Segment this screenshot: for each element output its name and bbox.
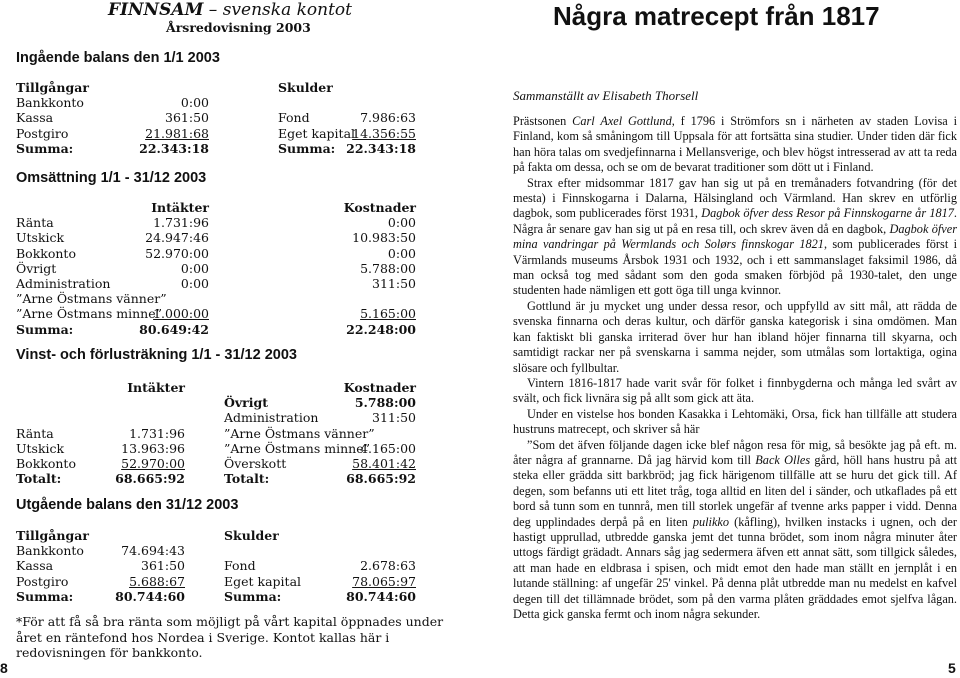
turnover-costs: 10.983:50 — [352, 230, 416, 246]
article-paragraph: Under en vistelse hos bonden Kasakka i Lehtomäki, Orsa, fick han tillfälle att studera hustruns matrecept, och skriver så här — [513, 406, 957, 437]
turnover-income: 24.947:46 — [145, 230, 209, 246]
pl-cost-total-label: Totalt: — [224, 471, 270, 487]
left-header — [108, 0, 352, 20]
asset-value: 21.981:68 — [145, 125, 209, 141]
liability-value: 14.356:55 — [352, 125, 416, 141]
pl-cost-label: Övrigt — [224, 395, 269, 411]
pl-income-value: 1.731:96 — [129, 425, 185, 441]
opening-balance-heading: Ingående balans den 1/1 2003 — [16, 50, 220, 66]
closing-liability-label: Eget kapital — [224, 573, 302, 589]
closing-liability-label: Fond — [224, 558, 256, 574]
turnover-income: 0:00 — [180, 260, 209, 276]
turnover-table — [16, 200, 426, 337]
turnover-label: Utskick — [16, 230, 65, 246]
liability-label: Eget kapital — [278, 125, 356, 141]
closing-liability-value: 2.678:63 — [360, 558, 416, 574]
term: pulikko — [692, 514, 730, 529]
opening-balance-table — [16, 80, 426, 160]
assets-header: Tillgångar — [16, 80, 89, 95]
liability-total-value: 22.343:18 — [346, 140, 416, 156]
turnover-costs: 0:00 — [387, 215, 416, 231]
turnover-label: ”Arne Östmans minne” — [16, 306, 162, 322]
article-byline: Sammanställt av Elisabeth Thorsell — [513, 88, 699, 103]
brand-name: FINNSAM — [108, 0, 204, 20]
article-paragraph — [513, 176, 957, 299]
text-run: (kåfling), hvilken instacks i ugnen, och der hastigt upprullad, utbredde ganska jemt det tunna brödet, som inom några minuter åter uttogs färdigt grädadt. Annars såg jag sedermera äfven ett annat sätt, som tillgick således, att man hade en eldbrasa i spisen, och midt emot den hade man ställt en jernplåt i en lutande ställning: af ungefär 25' vinkel. På denna plåt utbredde man nu medelst en kafvel degen till det tillämnade brödet, som på den varma plåten gräddades emot sjelfva lågan. Detta gick ganska fermt och inom några sekunder. — [513, 514, 957, 621]
profit-loss-heading: Vinst- och förlusträkning 1/1 - 31/12 2003 — [16, 347, 297, 363]
pl-income-header: Intäkter — [127, 380, 185, 395]
right-page-number: 5 — [948, 660, 956, 676]
closing-balance-table — [16, 528, 426, 608]
pl-cost-value: 58.401:42 — [352, 456, 416, 471]
pl-cost-label: Administration — [224, 410, 319, 426]
liability-value: 7.986:63 — [360, 110, 416, 126]
article-title: Några matrecept från 1817 — [553, 1, 880, 31]
closing-balance-heading: Utgående balans den 31/12 2003 — [16, 497, 239, 513]
turnover-costs: 0:00 — [387, 245, 416, 261]
closing-asset-total-label: Summa: — [16, 588, 74, 604]
closing-asset-value: 74.694:43 — [121, 543, 185, 559]
pl-income-label: Bokkonto — [16, 456, 76, 471]
turnover-label: Övrigt — [16, 260, 57, 276]
turnover-income: 0:00 — [180, 276, 209, 291]
turnover-label: ”Arne Östmans vänner” — [16, 291, 167, 307]
article-paragraph — [513, 114, 957, 176]
liability-label: Fond — [278, 110, 310, 126]
closing-liability-value: 78.065:97 — [352, 573, 416, 589]
turnover-total-income: 80.649:42 — [139, 321, 209, 337]
brand-suffix: – svenska kontot — [208, 0, 352, 20]
turnover-costs: 5.165:00 — [360, 306, 416, 322]
liabilities-header: Skulder — [278, 80, 333, 95]
pl-income-value: 52.970:00 — [121, 456, 185, 471]
closing-liability-total-label: Summa: — [224, 588, 282, 604]
asset-value: 0:00 — [180, 95, 209, 111]
income-col-header: Intäkter — [151, 200, 209, 215]
pl-cost-value: 5.788:00 — [354, 395, 416, 411]
asset-label: Bankkonto — [16, 95, 84, 111]
pl-income-label: Ränta — [16, 425, 54, 441]
turnover-heading: Omsättning 1/1 - 31/12 2003 — [16, 170, 207, 186]
report-subtitle: Årsredovisning 2003 — [166, 20, 311, 35]
closing-asset-label: Kassa — [16, 558, 54, 574]
person-name: Carl Axel Gottlund — [572, 114, 672, 128]
article-paragraph: Gottlund är ju mycket ung under dessa resor, och uppfylld av sitt mål, att rädda de svenska finnarna och deras kultur, och därför ganska kategorisk i sina omdömen. Man kan faktiskt bli ganska irriterad över hur han ibland höjer finnarna till skyarna, och samtidigt rackar ner på svenskarna i samma nejder, som utmålas som lortaktiga, ogina slösare och fyllbultar. — [513, 298, 957, 375]
turnover-income: 1.000:00 — [153, 306, 209, 322]
pl-income-value: 13.963:96 — [121, 440, 185, 456]
closing-asset-label: Bankkonto — [16, 543, 84, 559]
asset-total-label: Summa: — [16, 140, 74, 156]
book-title: Dagbok öfver mina vandringar på Wermlands och Solørs finnskogar 1821 — [513, 221, 957, 252]
turnover-total-label: Summa: — [16, 321, 74, 337]
text-run: Prästsonen — [513, 114, 573, 128]
turnover-income: 52.970:00 — [145, 245, 209, 261]
turnover-costs: 311:50 — [372, 276, 416, 291]
text-run: , f 1796 i Strömfors sn i närheten av staden Lovisa i Finland, kom så småningom till Uppsala för att fortsätta sina studier. Under tiden där fick han höra talas om svedjefinnarna i Mellansverige, och blev högst intresserad av att ta reda på fakta om dessa, och se om de bevarat traditioner som dött ut i Finland. — [513, 114, 957, 175]
footnote: *För att få så bra ränta som möjligt på vårt kapital öppnades under året en räntefond hos Nordea i Sverige. Kontot kallas här i redovisningen för bankkonto. — [16, 614, 444, 660]
asset-label: Postgiro — [16, 125, 69, 141]
text-run: gård, höll hans hustru på att steka eller grädda sitt barkbröd; jag fick härigenom tillfälle att se huru det gick till. Af degen, som befanns uti ett litet tråg, toga alltid en liten del i sänder, och utkaflades på ett bord så tunn som en tunnrå, men till storlek ungefär af tvenne arks papper i vidd. Denna deg upplindades derpå på en liten — [513, 452, 957, 529]
text-run: Strax efter midsommar 1817 gav han sig ut på en tremånaders fotvandring (för det mesta) i Finnskogarna i Dalarna, Hälsingland och Värmland. Han skrev en utförlig dagbok, som publicerades först 1931, — [513, 175, 957, 221]
pl-cost-label: ”Arne Östmans minne” — [224, 440, 370, 456]
book-title: Dagbok öfver dess Resor på Finnskogarne år 1817 — [701, 206, 954, 221]
asset-total-value: 22.343:18 — [139, 140, 209, 156]
text-run: ”Som det äfven följande dagen icke blef någon resa för mig, så besökte jag på eft. m. åter några af grannarne. Då jag härvid kom till — [513, 437, 957, 467]
pl-cost-label: Överskott — [224, 456, 287, 471]
asset-value: 361:50 — [165, 110, 209, 126]
pl-cost-total-value: 68.665:92 — [346, 471, 416, 487]
closing-asset-value: 5.688:67 — [129, 573, 185, 589]
pl-income-label: Utskick — [16, 440, 65, 456]
turnover-costs: 5.788:00 — [360, 260, 416, 276]
pl-cost-label: ”Arne Östmans vänner” — [224, 425, 375, 441]
turnover-label: Ränta — [16, 215, 54, 231]
closing-asset-label: Postgiro — [16, 573, 69, 589]
left-page-number: 8 — [0, 660, 8, 676]
pl-income-total-label: Totalt: — [16, 471, 62, 487]
pl-cost-value: 311:50 — [372, 410, 416, 426]
text-run: , som publicerades först i Värmlands museums Årsbok 1931 och 1932, och i ett sammanslaget faksimil 1986, då man också tog med sådant som den goda smaken förbjöd på 1930-talet, den unge studenten hade nämligen ett gott öga till unga kvinnor. — [513, 237, 957, 298]
text-run: . Några år senare gav han sig ut på en resa till, och skrev även då en dagbok, — [513, 206, 957, 236]
closing-asset-value: 361:50 — [141, 558, 185, 574]
turnover-income: 1.731:96 — [153, 215, 209, 231]
closing-liability-total-value: 80.744:60 — [346, 588, 416, 604]
pl-costs-header: Kostnader — [343, 380, 416, 395]
article-paragraph: Vintern 1816-1817 hade varit svår för folket i finnbygderna och många led svårt av svält, och fick livnära sig på allt som gick att äta. — [513, 375, 957, 406]
turnover-total-costs: 22.248:00 — [346, 321, 416, 337]
closing-asset-total-value: 80.744:60 — [115, 588, 185, 604]
profit-loss-table — [16, 380, 426, 487]
pl-cost-value: 4.165:00 — [360, 440, 416, 456]
costs-col-header: Kostnader — [343, 200, 416, 215]
article-quote — [513, 438, 957, 623]
liability-total-label: Summa: — [278, 140, 336, 156]
pl-income-total-value: 68.665:92 — [115, 471, 185, 487]
turnover-label: Bokkonto — [16, 245, 76, 261]
turnover-label: Administration — [16, 276, 111, 291]
closing-liabilities-header: Skulder — [224, 528, 279, 543]
farm-name: Back Olles — [755, 452, 811, 467]
article-body — [513, 114, 957, 622]
asset-label: Kassa — [16, 110, 54, 126]
closing-assets-header: Tillgångar — [16, 528, 89, 543]
